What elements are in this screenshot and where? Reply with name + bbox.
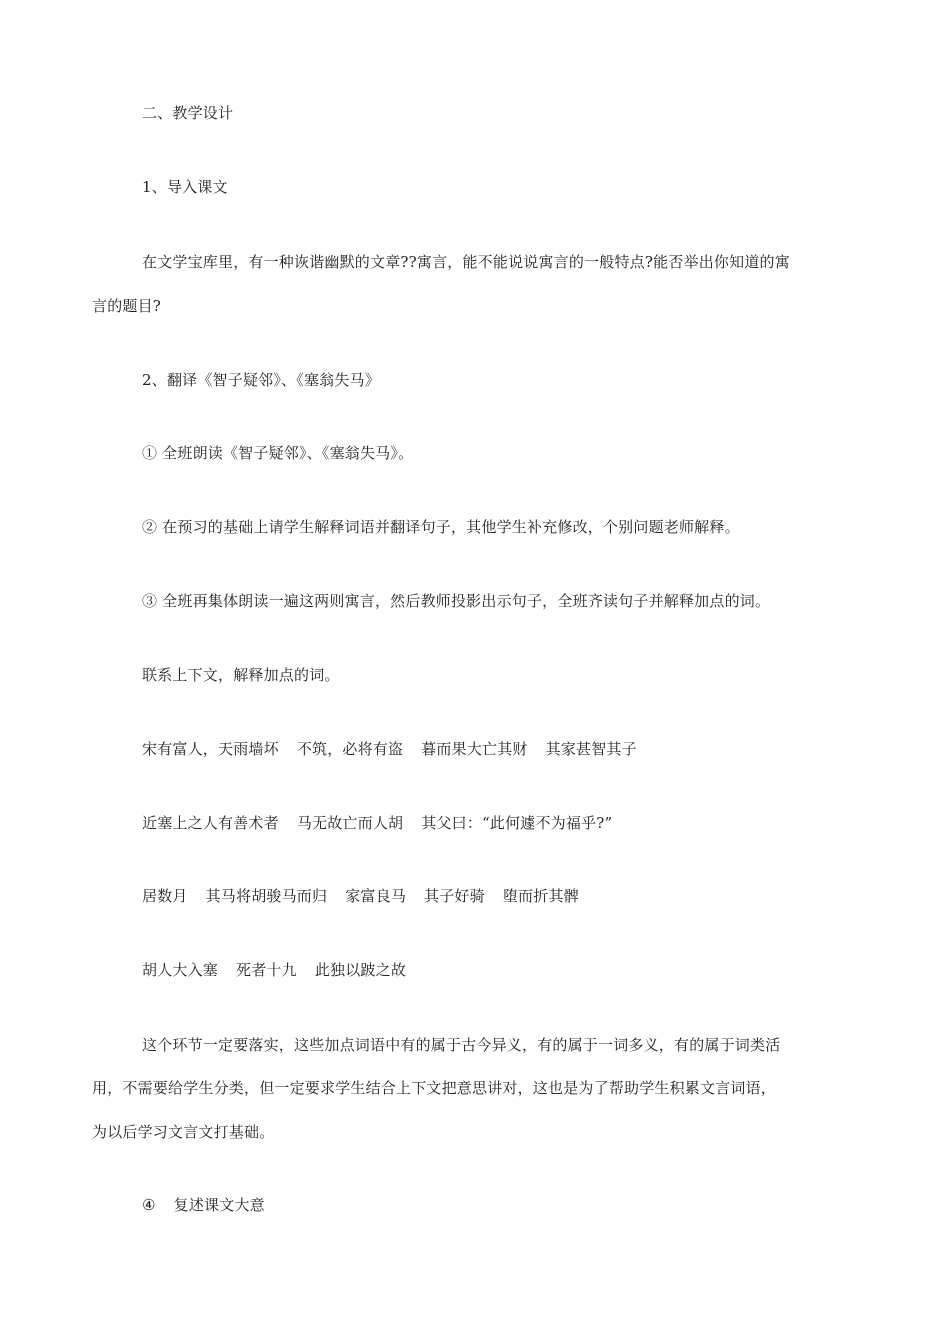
phrase-item: 暮而果大亡其财 xyxy=(421,740,528,758)
note-paragraph-line-1: 这个环节一定要落实，这些加点词语中有的属于古今异义，有的属于一词多义，有的属于词类活 xyxy=(142,1036,781,1054)
phrase-item: 其子好骑 xyxy=(424,887,485,905)
step-1-text: ① 全班朗读《智子疑邻》、《塞翁失马》。 xyxy=(142,444,414,462)
phrase-item: 其家甚智其子 xyxy=(545,740,637,758)
phrase-item: 堕而折其髀 xyxy=(502,887,579,905)
intro-paragraph-line-1: 在文学宝库里，有一种诙谐幽默的文章??寓言，能不能说说寓言的一般特点?能否举出你知道的寓 xyxy=(142,253,790,271)
phrase-item: 家富良马 xyxy=(345,887,407,905)
step-3-text: ③ 全班再集体朗读一遍这两则寓言，然后教师投影出示句子，全班齐读句子并解释加点的词。 xyxy=(142,592,771,610)
phrase-item: 胡人大入塞 xyxy=(142,961,219,979)
heading-teaching-design: 二、教学设计 xyxy=(142,104,234,122)
section-1-title: 1、导入课文 xyxy=(142,178,228,196)
note-paragraph-line-2: 用，不需要给学生分类，但一定要求学生结合上下文把意思讲对，这也是为了帮助学生积累文言词语， xyxy=(92,1079,777,1097)
phrase-item: 居数月 xyxy=(142,887,188,905)
phrase-row-2 xyxy=(142,813,612,833)
phrase-item: 此独以跛之故 xyxy=(314,961,407,979)
phrase-item: 近塞上之人有善术者 xyxy=(142,814,279,832)
step-4 xyxy=(142,1195,265,1215)
section-2-title: 2、翻译《智子疑邻》、《塞翁失马》 xyxy=(142,371,380,389)
phrase-item: 其马将胡骏马而归 xyxy=(205,887,328,905)
phrase-row-4 xyxy=(142,960,406,980)
phrase-item: 马无故亡而人胡 xyxy=(296,814,404,832)
step-4-marker: ④ xyxy=(142,1196,156,1214)
phrase-row-1 xyxy=(142,739,637,759)
step-4-text: 复述课文大意 xyxy=(173,1196,265,1214)
phrase-prompt: 联系上下文，解释加点的词。 xyxy=(142,666,340,684)
phrase-item: 不筑，必将有盗 xyxy=(296,740,404,758)
phrase-row-3 xyxy=(142,886,579,906)
intro-paragraph-line-2: 言的题目? xyxy=(92,297,162,315)
phrase-item: 宋有富人，天雨墙坏 xyxy=(142,740,279,758)
phrase-item: 死者十九 xyxy=(236,961,297,979)
step-2-text: ② 在预习的基础上请学生解释词语并翻译句子，其他学生补充修改，个别问题老师解释。 xyxy=(142,518,740,536)
note-paragraph-line-3: 为以后学习文言文打基础。 xyxy=(92,1123,275,1141)
phrase-item: 其父曰：“此何遽不为福乎?” xyxy=(421,814,613,832)
